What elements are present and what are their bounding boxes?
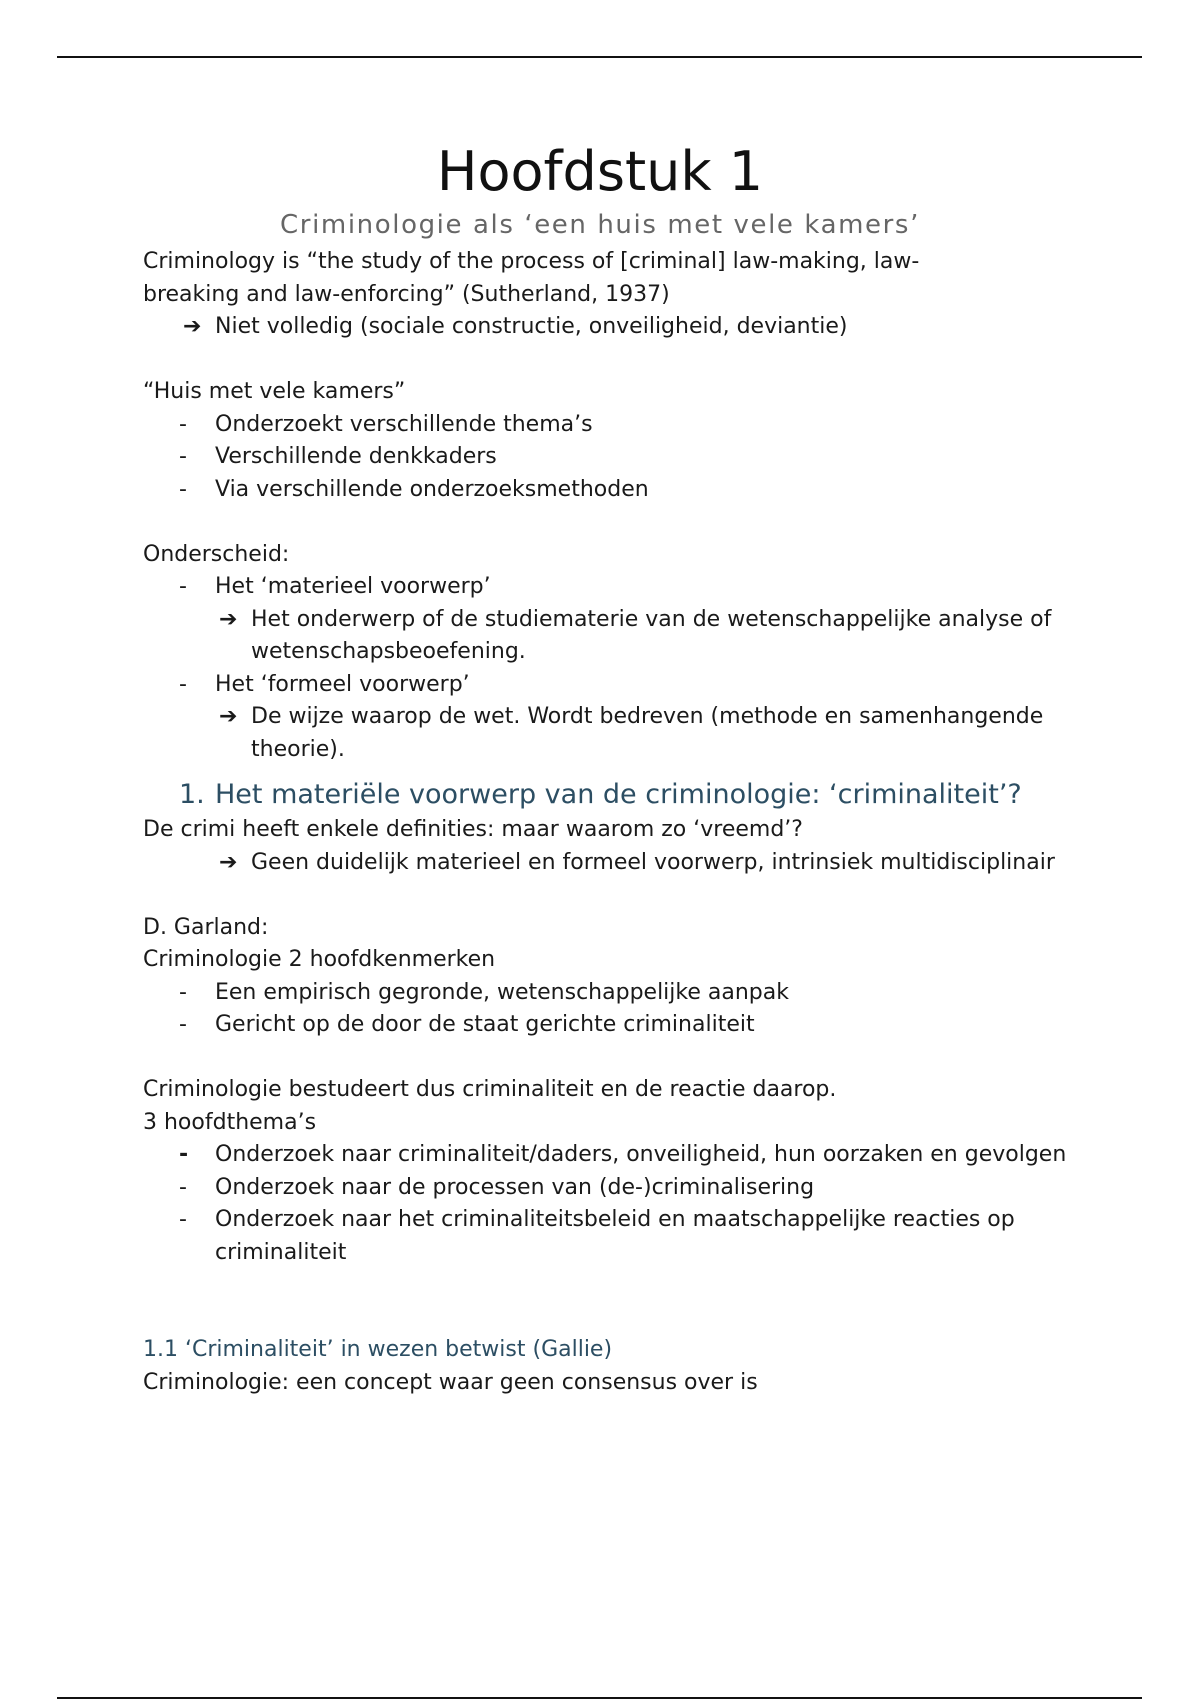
list-item-text: Gericht op de door de staat gerichte criminaliteit xyxy=(215,1012,755,1037)
intro-line-1: Criminology is “the study of the process of [criminal] law-making, law- xyxy=(143,249,920,274)
section-heading-1 xyxy=(143,776,1083,814)
arrow-icon: ➔ xyxy=(219,704,238,729)
sub-arrow-text: De wijze waarop de wet. Wordt bedreven (methode en samenhangende theorie). xyxy=(251,704,1044,762)
garland-name: D. Garland: xyxy=(143,914,269,940)
page-subtitle: Criminologie als ‘een huis met vele kamers’ xyxy=(280,210,920,240)
section-number: 1. xyxy=(179,779,205,810)
arrow-icon: ➔ xyxy=(183,314,202,339)
list-item-text: Verschillende denkkaders xyxy=(215,444,497,469)
top-rule xyxy=(57,56,1142,58)
dash-bullet: - xyxy=(179,1012,187,1037)
sub-arrow-item xyxy=(143,701,1083,766)
list-item-text: Onderzoek naar het criminaliteitsbeleid en maatschappelijke reacties op criminaliteit xyxy=(215,1207,1015,1265)
list-item-text: Onderzoekt verschillende thema’s xyxy=(215,411,593,437)
list-item xyxy=(143,1139,1083,1172)
list-item xyxy=(143,1009,1083,1042)
intro-arrow-text: Niet volledig (sociale constructie, onveiligheid, deviantie) xyxy=(215,314,848,339)
list-item-text: Een empirisch gegronde, wetenschappelijke aanpak xyxy=(215,979,789,1005)
list-item xyxy=(143,474,1083,507)
dash-bullet: - xyxy=(179,574,187,599)
huis-heading: “Huis met vele kamers” xyxy=(143,379,406,404)
section11-line: Criminologie: een concept waar geen consensus over is xyxy=(143,1369,758,1395)
dash-bullet: - xyxy=(179,1142,189,1167)
dash-bullet: - xyxy=(179,476,187,502)
document-body xyxy=(143,246,1083,1399)
dash-bullet: - xyxy=(179,1207,187,1232)
list-item xyxy=(143,1204,1083,1269)
garland-heading: Criminologie 2 hoofdkenmerken xyxy=(143,947,496,972)
list-item xyxy=(143,977,1083,1010)
section-heading-text: Het materiële voorwerp van de criminologie: ‘criminaliteit’? xyxy=(215,779,1022,810)
arrow-icon: ➔ xyxy=(219,606,238,632)
list-item xyxy=(143,571,1083,604)
bottom-rule xyxy=(57,1697,1142,1699)
page-title: Hoofdstuk 1 xyxy=(436,140,764,203)
dash-bullet: - xyxy=(179,411,187,437)
dash-bullet: - xyxy=(179,671,187,697)
intro-line-2: breaking and law-enforcing” (Sutherland, 1937) xyxy=(143,281,670,307)
dash-bullet: - xyxy=(179,979,187,1005)
onderscheid-heading: Onderscheid: xyxy=(143,541,290,567)
sub-arrow-text: Het onderwerp of de studiematerie van de wetenschappelijke analyse of wetenschapsbeoefening. xyxy=(251,606,1052,664)
sub-arrow-item xyxy=(143,604,1083,669)
list-item xyxy=(143,409,1083,442)
list-item-text: Via verschillende onderzoeksmethoden xyxy=(215,476,649,502)
list-item xyxy=(143,669,1083,702)
sub-arrow-item xyxy=(143,847,1083,880)
dash-bullet: - xyxy=(179,1174,187,1200)
intro-arrow-item xyxy=(143,311,1083,344)
dash-bullet: - xyxy=(179,444,187,469)
list-item xyxy=(143,1172,1083,1205)
list-item-text: Onderzoek naar criminaliteit/daders, onveiligheid, hun oorzaken en gevolgen xyxy=(215,1142,1067,1167)
list-item-text: Onderzoek naar de processen van (de-)criminalisering xyxy=(215,1174,815,1200)
themas-heading: 3 hoofdthema’s xyxy=(143,1109,317,1135)
list-item-text: Het ‘materieel voorwerp’ xyxy=(215,574,491,599)
sub-arrow-text: Geen duidelijk materieel en formeel voorwerp, intrinsiek multidisciplinair xyxy=(251,849,1055,875)
section-heading-1-1: 1.1 ‘Criminaliteit’ in wezen betwist (Gallie) xyxy=(143,1337,613,1362)
list-item-text: Het ‘formeel voorwerp’ xyxy=(215,671,470,697)
themas-line: Criminologie bestudeert dus criminaliteit en de reactie daarop. xyxy=(143,1077,837,1102)
arrow-icon: ➔ xyxy=(219,849,238,875)
section1-line: De crimi heeft enkele definities: maar waarom zo ‘vreemd’? xyxy=(143,817,803,842)
list-item xyxy=(143,441,1083,474)
